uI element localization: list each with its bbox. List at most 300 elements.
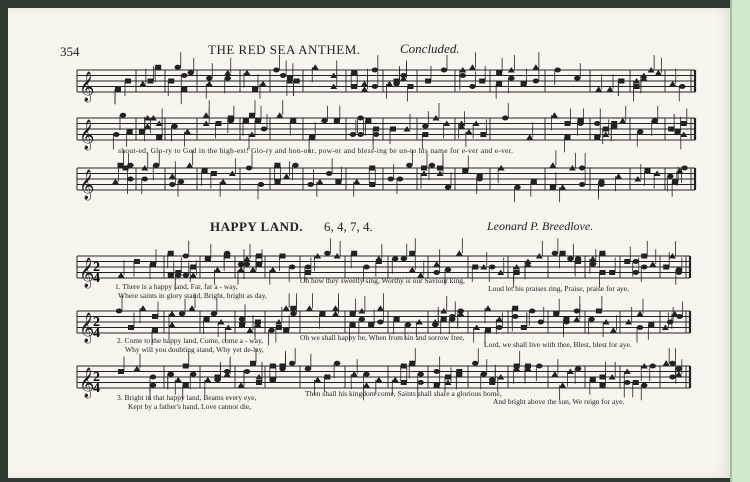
notehead — [326, 171, 332, 176]
verse2-line-d: Lord, we shall live with thee, Blest, blest for aye. — [484, 340, 632, 349]
notehead — [445, 267, 451, 272]
notehead — [573, 316, 580, 322]
notehead — [441, 68, 447, 73]
notehead — [641, 265, 647, 270]
notehead — [258, 182, 264, 187]
notehead — [287, 76, 293, 81]
notehead — [679, 84, 685, 89]
notehead — [409, 361, 415, 366]
notehead — [190, 272, 197, 278]
notehead — [433, 261, 440, 267]
notehead — [667, 320, 673, 325]
notehead — [169, 173, 176, 179]
notehead — [332, 311, 339, 317]
notehead — [372, 68, 378, 73]
notehead — [634, 84, 640, 89]
notehead — [392, 256, 398, 261]
notehead — [406, 163, 412, 168]
notehead — [469, 64, 476, 70]
notehead — [155, 65, 161, 70]
notehead — [550, 185, 556, 190]
notehead — [641, 383, 647, 388]
notehead — [418, 380, 424, 385]
notehead — [224, 70, 231, 76]
notehead — [521, 81, 527, 86]
notehead — [400, 73, 406, 78]
notehead — [394, 317, 400, 322]
notehead — [150, 262, 156, 267]
notehead — [409, 267, 416, 273]
notehead — [445, 185, 451, 190]
notehead — [334, 361, 340, 366]
notehead — [188, 70, 194, 75]
notehead — [332, 305, 339, 311]
notehead — [169, 322, 176, 328]
notehead — [508, 76, 514, 81]
notehead — [589, 256, 596, 262]
notehead — [681, 166, 687, 171]
notehead — [676, 270, 682, 275]
notehead — [215, 375, 221, 380]
notehead — [392, 377, 399, 383]
notehead — [175, 273, 181, 278]
notehead — [633, 259, 639, 264]
notehead — [633, 270, 639, 275]
notehead — [184, 129, 191, 135]
notehead — [350, 132, 356, 137]
notehead — [148, 79, 154, 84]
notehead — [479, 79, 485, 84]
notehead — [224, 254, 230, 259]
notehead — [555, 68, 561, 73]
notehead — [422, 132, 428, 137]
notehead — [624, 259, 630, 264]
notehead — [224, 369, 230, 374]
notehead — [650, 364, 656, 369]
section2-title: HAPPY LAND. — [210, 219, 304, 234]
notehead — [244, 70, 251, 76]
notehead — [549, 162, 556, 168]
notehead — [472, 265, 478, 270]
notehead — [676, 366, 682, 371]
notehead — [595, 86, 602, 92]
notehead — [289, 265, 295, 270]
notehead — [445, 375, 451, 380]
notehead — [290, 118, 296, 123]
notehead — [421, 166, 427, 171]
notehead — [140, 305, 147, 311]
notehead — [496, 81, 502, 86]
notehead — [280, 254, 286, 259]
notehead — [275, 179, 281, 184]
notehead — [481, 372, 487, 377]
notehead — [409, 251, 415, 256]
notehead — [183, 273, 189, 278]
time-sig-bottom-3: 4 — [93, 381, 100, 396]
notehead — [156, 135, 162, 140]
notehead — [324, 251, 330, 256]
notehead — [309, 135, 315, 140]
notehead — [351, 371, 358, 377]
page-number: 354 — [60, 44, 80, 59]
notehead — [118, 272, 125, 278]
notehead — [496, 316, 503, 322]
section1-title: THE RED SEA ANTHEM. — [208, 42, 361, 57]
notehead — [532, 64, 539, 70]
treble-clef-icon: 𝄞 — [79, 368, 95, 398]
notehead — [645, 168, 651, 173]
notehead — [681, 121, 687, 126]
notehead — [275, 163, 281, 168]
notehead — [351, 84, 357, 89]
notehead — [350, 322, 356, 327]
notehead — [624, 380, 630, 385]
verse2-line-c: Oh we shall happy be, When from sin and sorrow free, — [300, 333, 465, 342]
section1-subtitle: Concluded. — [400, 41, 460, 56]
notehead — [590, 262, 596, 267]
notehead — [361, 86, 368, 92]
notehead — [663, 265, 669, 270]
notehead — [153, 163, 159, 168]
notehead — [441, 317, 447, 322]
notehead — [552, 251, 558, 256]
notehead — [181, 73, 187, 78]
notehead — [675, 371, 682, 377]
notehead — [433, 270, 439, 275]
notehead — [186, 162, 193, 168]
notehead — [633, 380, 639, 385]
notehead — [637, 311, 644, 317]
section1-lyric: shout-ed, Glo-ry to God in the high-est! Glo-ry and hon-our, pow-er and bless-ing be un-to his name for e-ver and e-ver. — [118, 146, 514, 155]
notehead — [280, 364, 286, 369]
notehead — [641, 254, 647, 259]
notehead — [594, 135, 600, 140]
notehead — [276, 325, 282, 330]
notehead — [649, 261, 656, 267]
notehead — [283, 328, 289, 333]
notehead — [615, 173, 622, 179]
notehead — [113, 132, 119, 137]
notehead — [425, 79, 431, 84]
notehead — [437, 166, 443, 171]
notehead — [225, 76, 231, 81]
notehead — [590, 377, 596, 382]
notehead — [648, 322, 654, 327]
notehead — [579, 182, 585, 187]
notehead — [204, 317, 210, 322]
notehead — [365, 118, 371, 123]
notehead — [270, 377, 276, 382]
section2-composer: Leonard P. Breedlove. — [487, 219, 594, 233]
notehead — [485, 305, 492, 311]
notehead — [387, 177, 393, 182]
notehead — [559, 382, 566, 388]
notehead — [531, 179, 537, 184]
notehead — [169, 311, 176, 317]
time-sig-top-1: 2 — [93, 260, 100, 275]
notehead — [152, 328, 158, 333]
notehead — [456, 372, 462, 377]
notehead — [669, 375, 675, 380]
time-sig-bottom-2: 4 — [93, 326, 100, 341]
notehead — [600, 375, 606, 380]
notehead — [551, 371, 558, 377]
notehead — [377, 305, 384, 311]
notehead — [261, 127, 267, 132]
notehead — [181, 87, 187, 92]
notehead — [514, 185, 520, 190]
notehead — [239, 322, 245, 327]
notehead — [578, 118, 584, 123]
notehead — [239, 317, 245, 322]
notehead — [320, 311, 326, 316]
notehead — [305, 366, 311, 371]
notehead — [588, 317, 594, 322]
notehead — [472, 361, 478, 366]
notehead — [559, 184, 566, 190]
notehead — [249, 113, 255, 118]
notehead — [469, 84, 475, 89]
notehead — [560, 251, 566, 256]
notehead — [150, 375, 156, 380]
notehead — [496, 70, 502, 75]
notehead — [538, 320, 544, 325]
notehead — [596, 309, 602, 314]
notehead — [422, 124, 428, 129]
notehead — [203, 112, 210, 118]
verse3-line-c: Then shall his kingdom come, Saints shall share a glorious home, — [305, 389, 502, 398]
notehead — [361, 81, 368, 87]
notehead — [247, 327, 254, 333]
notehead — [256, 254, 262, 259]
notehead — [252, 87, 258, 92]
notehead — [175, 377, 182, 383]
notehead — [335, 179, 341, 184]
time-sig-top-2: 2 — [93, 315, 100, 330]
notehead — [273, 68, 279, 73]
notehead — [178, 179, 184, 184]
notehead — [669, 81, 676, 87]
notehead — [290, 311, 296, 316]
notehead — [363, 265, 369, 270]
notehead — [307, 182, 313, 187]
notehead — [139, 129, 145, 134]
notehead — [256, 262, 262, 267]
notehead — [669, 361, 675, 366]
notehead — [168, 273, 174, 278]
notehead — [116, 309, 122, 314]
notehead — [579, 166, 585, 171]
notehead — [574, 76, 580, 81]
notehead — [216, 121, 222, 126]
notehead — [353, 179, 360, 185]
verse2-line-a: 2. Come to the happy land, Come, come a - way, — [117, 336, 264, 345]
notehead — [514, 270, 520, 275]
notehead — [351, 251, 357, 256]
notehead — [118, 369, 124, 374]
notehead — [456, 250, 463, 256]
treble-clef-icon: 𝄞 — [79, 258, 95, 288]
notehead — [204, 377, 211, 383]
section2-meter: 6, 4, 7, 4. — [324, 219, 373, 234]
notehead — [637, 129, 643, 134]
verse1-line-a: 1. There is a happy land, Far, far a - way, — [115, 282, 238, 291]
notehead — [169, 182, 175, 187]
notehead — [228, 116, 234, 121]
notehead — [238, 262, 244, 267]
notehead — [171, 124, 177, 129]
treble-clef-icon: 𝄞 — [79, 120, 95, 150]
notehead — [652, 118, 658, 123]
notehead — [408, 84, 414, 89]
notehead — [575, 366, 581, 371]
notehead — [376, 259, 382, 264]
notehead — [637, 325, 643, 330]
notehead — [521, 325, 527, 330]
notehead — [269, 267, 276, 273]
notehead — [316, 179, 323, 185]
notehead — [276, 112, 283, 118]
notehead — [553, 311, 559, 316]
notehead — [168, 372, 174, 377]
notehead — [283, 173, 290, 179]
notehead — [368, 322, 374, 327]
notehead — [526, 134, 533, 140]
notehead — [433, 369, 439, 374]
notehead — [357, 132, 363, 137]
notehead — [294, 79, 300, 84]
notehead — [462, 168, 468, 173]
notehead — [190, 372, 196, 377]
notehead — [244, 256, 251, 262]
notehead — [449, 317, 455, 322]
notehead — [536, 364, 542, 369]
verse1-line-b: Where saints in glory stand, Bright, bright as day, — [118, 291, 267, 300]
notehead — [312, 64, 319, 70]
notehead — [565, 121, 571, 126]
verse3-line-d: And bright above the sun, We reign for aye. — [493, 397, 625, 406]
notehead — [567, 256, 573, 261]
treble-clef-icon: 𝄞 — [79, 170, 95, 200]
notehead — [610, 327, 617, 333]
notehead — [405, 322, 411, 327]
notehead — [598, 179, 604, 184]
notehead — [655, 70, 662, 76]
notehead — [127, 129, 133, 134]
notehead — [324, 375, 330, 380]
notehead — [373, 127, 379, 132]
notehead — [594, 121, 600, 126]
notehead — [369, 182, 375, 187]
notehead — [676, 314, 682, 319]
treble-clef-icon: 𝄞 — [79, 313, 95, 343]
notehead — [373, 132, 379, 137]
notehead — [369, 166, 375, 171]
notehead — [152, 314, 158, 319]
notehead — [357, 116, 363, 121]
notehead — [551, 112, 558, 118]
notehead — [206, 81, 213, 87]
notehead — [563, 320, 569, 325]
notehead — [489, 265, 495, 270]
notehead — [238, 267, 245, 273]
verse2-line-b: Why will you doubting stand, Why yet de-lay, — [125, 345, 264, 354]
notehead — [401, 364, 407, 369]
notehead — [619, 118, 626, 124]
notehead — [206, 76, 212, 81]
clefs — [79, 71, 94, 399]
notehead — [477, 177, 483, 182]
notehead — [115, 87, 121, 92]
notehead — [386, 81, 393, 87]
notehead — [618, 79, 624, 84]
notehead — [112, 179, 119, 185]
notehead — [372, 84, 378, 89]
notehead — [220, 179, 227, 185]
notehead — [260, 81, 267, 87]
notehead — [250, 361, 256, 366]
notehead — [142, 177, 148, 182]
notehead — [668, 127, 674, 132]
notehead — [663, 360, 670, 366]
notehead — [609, 270, 615, 275]
notehead — [334, 118, 340, 123]
notehead — [397, 177, 403, 182]
notehead — [238, 382, 245, 388]
notehead — [305, 270, 311, 275]
notehead — [244, 369, 250, 374]
notehead — [350, 311, 356, 316]
notehead — [305, 265, 311, 270]
notehead — [244, 262, 250, 267]
notehead — [283, 305, 290, 311]
verse3-line-a: 3. Bright in that happy land, Beams every eye, — [117, 393, 257, 402]
notehead — [480, 132, 486, 137]
notehead — [529, 309, 535, 314]
notehead — [667, 174, 673, 179]
notehead — [675, 129, 681, 134]
notehead — [401, 256, 407, 261]
notehead — [306, 305, 313, 311]
notehead — [363, 372, 369, 377]
notehead — [359, 317, 365, 322]
notehead — [270, 364, 276, 369]
notehead — [183, 254, 189, 259]
notehead — [363, 382, 370, 388]
notehead — [485, 328, 491, 333]
notehead — [314, 377, 321, 383]
notehead — [205, 256, 211, 261]
notehead — [575, 259, 581, 264]
notehead — [460, 73, 466, 78]
notehead — [375, 377, 382, 383]
notehead — [246, 166, 252, 171]
notehead — [211, 311, 217, 316]
notehead — [243, 118, 249, 123]
notehead — [127, 163, 133, 168]
notehead — [168, 79, 174, 84]
notehead — [139, 81, 146, 87]
notehead — [434, 383, 440, 388]
notehead — [607, 86, 614, 92]
notehead — [600, 383, 606, 388]
notehead — [128, 325, 134, 330]
notehead — [189, 305, 196, 311]
notehead — [150, 383, 156, 388]
notehead — [512, 314, 518, 319]
notehead — [134, 366, 141, 372]
notehead — [202, 168, 208, 173]
